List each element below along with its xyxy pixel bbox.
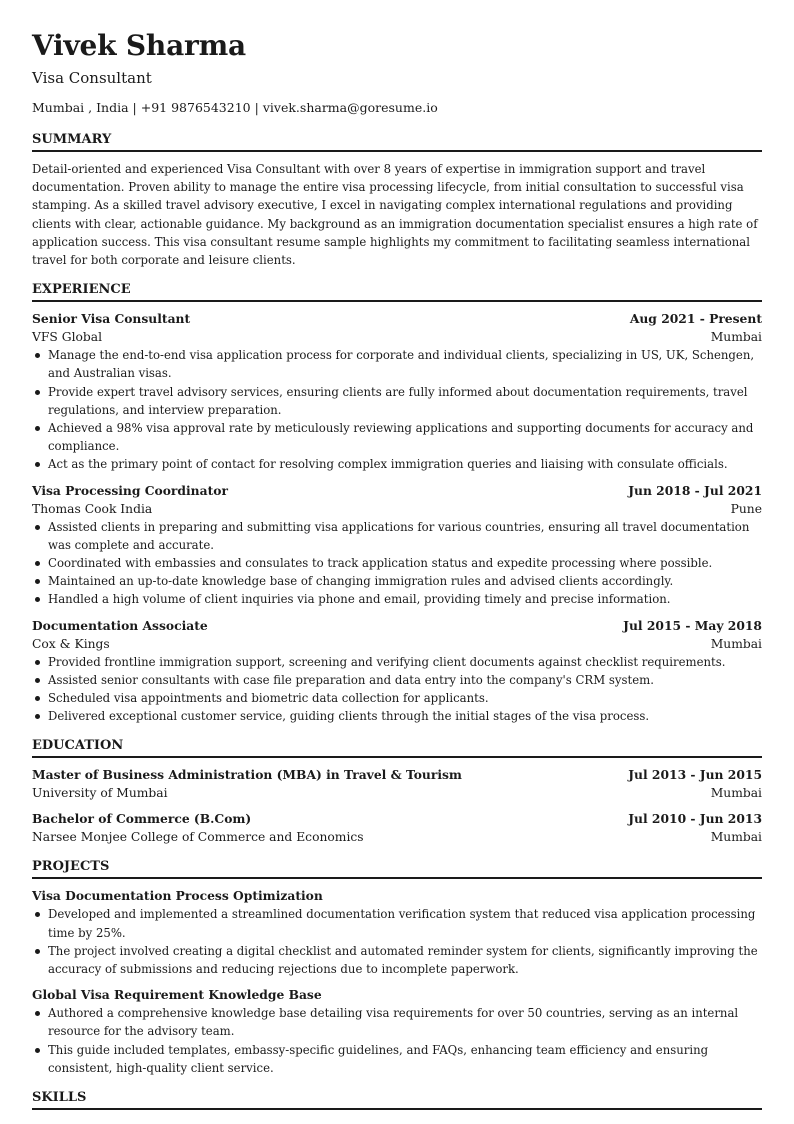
skills-heading: SKILLS xyxy=(32,1090,87,1106)
summary-heading: SUMMARY xyxy=(32,132,112,147)
education-divider xyxy=(32,756,762,758)
job-location: Mumbai xyxy=(710,330,762,345)
experience-entry xyxy=(32,482,762,609)
bullet-item: Provide expert travel advisory services, ensuring clients are fully informed about documentation requirements, travel regulations, and interview preparation. xyxy=(48,383,762,419)
job-bullets xyxy=(32,653,762,726)
job-title: Visa Processing Coordinator xyxy=(32,482,228,498)
education-heading: EDUCATION xyxy=(32,738,124,754)
school-location: Mumbai xyxy=(710,830,762,845)
experience-entry xyxy=(32,617,762,726)
projects-list xyxy=(32,887,762,1077)
school-location: Mumbai xyxy=(710,786,762,801)
bullet-item: Scheduled visa appointments and biometric data collection for applicants. xyxy=(48,689,762,707)
bullet-item: The project involved creating a digital checklist and automated reminder system for clients, significantly improving the accuracy of submissions and reducing rejections due to incomplete paperwork. xyxy=(48,942,762,978)
bullet-item: Assisted senior consultants with case file preparation and data entry into the company's CRM system. xyxy=(48,671,762,689)
bullet-item: Handled a high volume of client inquiries via phone and email, providing timely and precise information. xyxy=(48,590,762,608)
job-location: Mumbai xyxy=(710,636,762,651)
project-entry xyxy=(32,887,762,978)
contact-email[interactable]: vivek.sharma@goresume.io xyxy=(262,100,438,115)
project-bullets xyxy=(32,905,762,978)
job-dates: Aug 2021 - Present xyxy=(629,311,762,327)
job-location: Pune xyxy=(730,501,762,516)
job-bullets xyxy=(32,346,762,473)
contact-location: Mumbai , India xyxy=(32,100,129,115)
degree-title: Master of Business Administration (MBA) in Travel & Tourism xyxy=(32,767,462,783)
project-title: Global Visa Requirement Knowledge Base xyxy=(32,987,322,1003)
skills-divider xyxy=(32,1108,762,1110)
bullet-item: This guide included templates, embassy-specific guidelines, and FAQs, enhancing team efficiency and ensuring consistent, high-quality client service. xyxy=(48,1041,762,1077)
bullet-item: Act as the primary point of contact for resolving complex immigration queries and liaising with consulate officials. xyxy=(48,455,762,473)
job-company: VFS Global xyxy=(32,330,103,345)
bullet-item: Assisted clients in preparing and submitting visa applications for various countries, ensuring all travel documentation was complete and accurate. xyxy=(48,518,762,554)
job-company: Thomas Cook India xyxy=(32,501,153,516)
degree-title: Bachelor of Commerce (B.Com) xyxy=(32,811,252,827)
contact-line: Mumbai , India | +91 9876543210 | vivek.sharma@goresume.io xyxy=(32,100,438,115)
education-entry xyxy=(32,766,762,802)
bullet-item: Delivered exceptional customer service, guiding clients through the initial stages of the visa process. xyxy=(48,707,762,725)
education-list xyxy=(32,766,762,846)
bullet-item: Maintained an up-to-date knowledge base of changing immigration rules and advised clients accordingly. xyxy=(48,572,762,590)
projects-divider xyxy=(32,877,762,879)
bullet-item: Achieved a 98% visa approval rate by meticulously reviewing applications and supporting documents for accuracy and compliance. xyxy=(48,419,762,455)
education-entry xyxy=(32,810,762,846)
school-name: Narsee Monjee College of Commerce and Economics xyxy=(32,830,364,845)
summary-text: Detail-oriented and experienced Visa Consultant with over 8 years of expertise in immigration support and travel documentation. Proven ability to manage the entire visa processing lifecycle, from initial consultation to successful visa stamping. As a skilled travel advisory executive, I excel in navigating complex international regulations and providing clients with clear, actionable guidance. My background as an immigration documentation specialist ensures a high rate of application success. This visa consultant resume sample highlights my commitment to facilitating seamless international travel for both corporate and leisure clients. xyxy=(32,162,758,268)
experience-heading: EXPERIENCE xyxy=(32,282,131,298)
experience-entry xyxy=(32,310,762,473)
project-bullets xyxy=(32,1004,762,1077)
degree-dates: Jul 2010 - Jun 2013 xyxy=(628,811,762,827)
job-title: Senior Visa Consultant xyxy=(32,311,191,327)
bullet-item: Provided frontline immigration support, screening and verifying client documents against checklist requirements. xyxy=(48,653,762,671)
summary-divider xyxy=(32,150,762,152)
bullet-item: Authored a comprehensive knowledge base detailing visa requirements for over 50 countries, serving as an internal resource for the advisory team. xyxy=(48,1004,762,1040)
experience-list xyxy=(32,310,762,725)
experience-divider xyxy=(32,300,762,302)
job-dates: Jun 2018 - Jul 2021 xyxy=(628,482,762,498)
degree-dates: Jul 2013 - Jun 2015 xyxy=(628,767,762,783)
bullet-item: Manage the end-to-end visa application process for corporate and individual clients, specializing in US, UK, Schengen, and Australian visas. xyxy=(48,346,762,382)
contact-phone[interactable]: +91 9876543210 xyxy=(140,100,251,115)
job-dates: Jul 2015 - May 2018 xyxy=(623,617,762,633)
project-title: Visa Documentation Process Optimization xyxy=(32,888,323,904)
job-bullets xyxy=(32,518,762,609)
candidate-title: Visa Consultant xyxy=(32,69,152,87)
project-entry xyxy=(32,986,762,1077)
job-company: Cox & Kings xyxy=(32,636,110,651)
bullet-item: Coordinated with embassies and consulates to track application status and expedite processing where possible. xyxy=(48,554,762,572)
projects-heading: PROJECTS xyxy=(32,859,110,875)
school-name: University of Mumbai xyxy=(32,786,168,801)
job-title: Documentation Associate xyxy=(32,617,208,633)
bullet-item: Developed and implemented a streamlined documentation verification system that reduced visa application processing time by 25%. xyxy=(48,905,762,941)
candidate-name: Vivek Sharma xyxy=(32,29,246,62)
